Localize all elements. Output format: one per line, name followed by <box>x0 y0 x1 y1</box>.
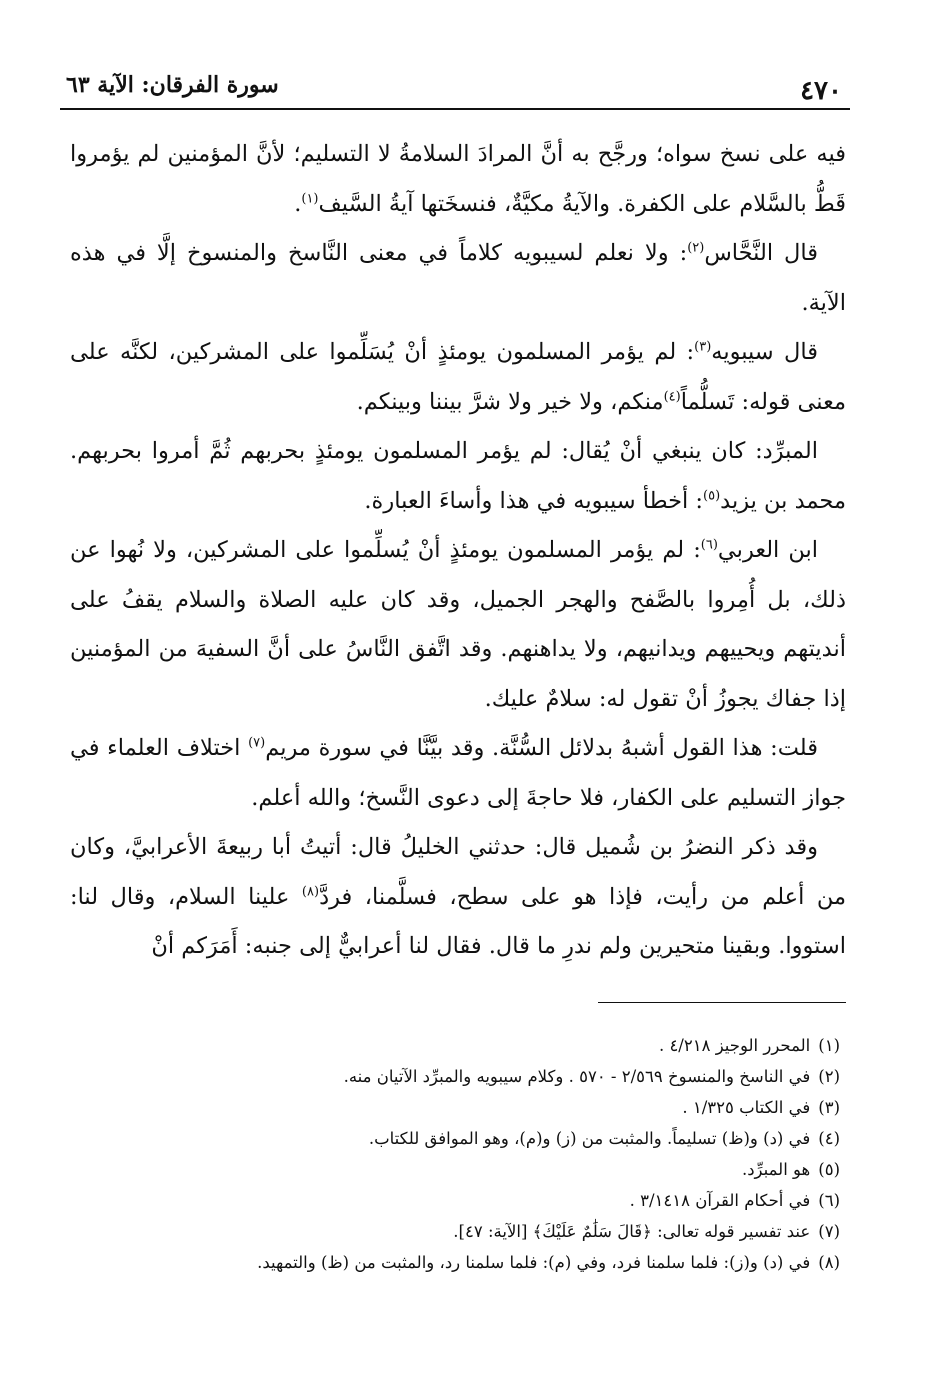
footnote-number: (١) <box>818 1036 840 1055</box>
footnote <box>150 1123 840 1154</box>
footnote-marker: (٥) <box>703 488 721 503</box>
body-paragraph <box>70 823 846 972</box>
header-divider <box>60 108 850 110</box>
body-paragraph <box>70 427 846 526</box>
footnote-marker: (٦) <box>700 537 718 553</box>
paragraph-text: المبرِّد: كان ينبغي أنْ يُقال: لم يؤمر المسلمون يومئذٍ بحربهم ثُمَّ أمروا بحربهم. محمد بن يزيد <box>70 438 846 514</box>
footnote-number: (٢) <box>818 1067 840 1086</box>
paragraph-text: قال النَّحَّاس <box>704 240 819 266</box>
footnote <box>150 1030 840 1061</box>
paragraph-text: قلت: هذا القول أشبهُ بدلائل السُّنَّة. وقد بيَّنَّا في سورة مريم <box>265 735 818 761</box>
footnote-text: عند تفسير قوله تعالى: ﴿قَالَ سَلَٰمٌ عَلَيْكَ﴾ [الآية: ٤٧]. <box>453 1222 811 1241</box>
footnote-text: في أحكام القرآن ٣/١٤١٨ . <box>629 1191 811 1210</box>
body-paragraph <box>70 526 846 724</box>
footnote-marker: (٣) <box>694 339 712 355</box>
footnotes <box>150 1030 840 1278</box>
body-paragraph <box>70 229 846 328</box>
footnote-number: (٨) <box>818 1253 840 1272</box>
footnote-text: في الناسخ والمنسوخ ٢/٥٦٩ - ٥٧٠ . وكلام سيبويه والمبرِّد الآتيان منه. <box>343 1067 811 1086</box>
paragraph-text: منكم، ولا خير ولا شرَّ بيننا وبينكم. <box>356 388 664 415</box>
paragraph-text: ابن العربي <box>717 537 818 563</box>
main-text <box>70 130 846 972</box>
footnote-number: (٤) <box>818 1129 840 1148</box>
footnote-marker: (٤) <box>663 389 681 404</box>
paragraph-text: فيه على نسخ سواه؛ ورجَّح به أنَّ المرادَ السلامةُ لا التسليم؛ لأنَّ المؤمنين لم يؤمروا قَطُّ بالسَّلام على الكفرة. والآيةُ مكيَّةٌ، فنسخَتها آيةُ السَّيف <box>70 141 846 217</box>
footnote-marker: (٧) <box>248 735 266 751</box>
paragraph-text: . <box>294 190 302 217</box>
footnote-marker: (٨) <box>301 884 320 899</box>
footnote <box>150 1061 840 1092</box>
page-header <box>60 60 850 104</box>
running-title: سورة الفرقان: الآية ٦٣ <box>66 72 279 98</box>
paragraph-text: : ولا نعلم لسيبويه كلاماً في معنى النَّاسخ والمنسوخ إلَّا في هذه الآية. <box>70 240 846 316</box>
page-number: ٤٧٠ <box>800 76 842 106</box>
body-paragraph <box>70 130 846 229</box>
footnote-number: (٣) <box>818 1098 840 1117</box>
footnote-text: في (د) و(ز): فلما سلمنا فرد، وفي (م): فلما سلمنا رد، والمثبت من (ظ) والتمهيد. <box>257 1253 811 1272</box>
body-paragraph <box>70 724 846 823</box>
paragraph-text: : لم يؤمر المسلمون يومئذٍ أنْ يُسَلِّموا على المشركين، لكنَّه على معنى قوله: تَسلُّماً <box>70 339 846 415</box>
footnote-text: في (د) و(ظ) تسليماً. والمثبت من (ز) و(م)، وهو الموافق للكتاب. <box>368 1129 811 1148</box>
paragraph-text: وقد ذكر النضرُ بن شُميل قال: حدثني الخليلُ قال: أتيتُ أبا ربيعةَ الأعرابيَّ، وكان من أعلم من رأيت، فإذا هو على سطح، فسلَّمنا، فردَّ <box>70 834 846 910</box>
footnote-divider <box>598 1002 846 1003</box>
footnote-marker: (١) <box>301 191 319 206</box>
paragraph-text: قال سيبويه <box>711 339 818 365</box>
footnote <box>150 1092 840 1123</box>
footnote-text: هو المبرِّد. <box>741 1160 811 1179</box>
footnote-number: (٦) <box>818 1191 840 1210</box>
footnote <box>150 1247 840 1278</box>
footnote-marker: (٢) <box>687 240 705 256</box>
footnote-number: (٥) <box>818 1160 840 1179</box>
paragraph-text: اختلاف العلماء في جواز التسليم على الكفار، فلا حاجةَ إلى دعوى النَّسخ؛ والله أعلم. <box>70 735 846 811</box>
paragraph-text: علينا السلام، وقال لنا: استووا. وبقينا متحيرين ولم ندرِ ما قال. فقال لنا أعرابيٌّ إلى جنبه: أَمَرَكم أنْ <box>70 883 846 959</box>
footnote-number: (٧) <box>818 1222 840 1241</box>
footnote-text: المحرر الوجيز ٤/٢١٨ . <box>658 1036 811 1055</box>
paragraph-text: : لم يؤمر المسلمون يومئذٍ أنْ يُسلِّموا على المشركين، ولا نُهوا عن ذلك، بل أُمِروا بالصَّفح والهجر الجميل، وقد كان عليه الصلاة والسلام يقفُ على أنديتهم ويحييهم ويدانيهم، ولا يداهنهم. وقد اتَّفق النَّاسُ على أنَّ السفيهَ من المؤمنين إذا جفاك يجوزُ أنْ تقول له: سلامٌ عليك. <box>70 537 846 712</box>
footnote <box>150 1216 840 1247</box>
footnote-text: في الكتاب ١/٣٢٥ . <box>682 1098 811 1117</box>
footnote <box>150 1154 840 1185</box>
body-paragraph <box>70 328 846 427</box>
paragraph-text: : أخطأ سيبويه في هذا وأساءَ العبارة. <box>364 487 704 514</box>
footnote <box>150 1185 840 1216</box>
